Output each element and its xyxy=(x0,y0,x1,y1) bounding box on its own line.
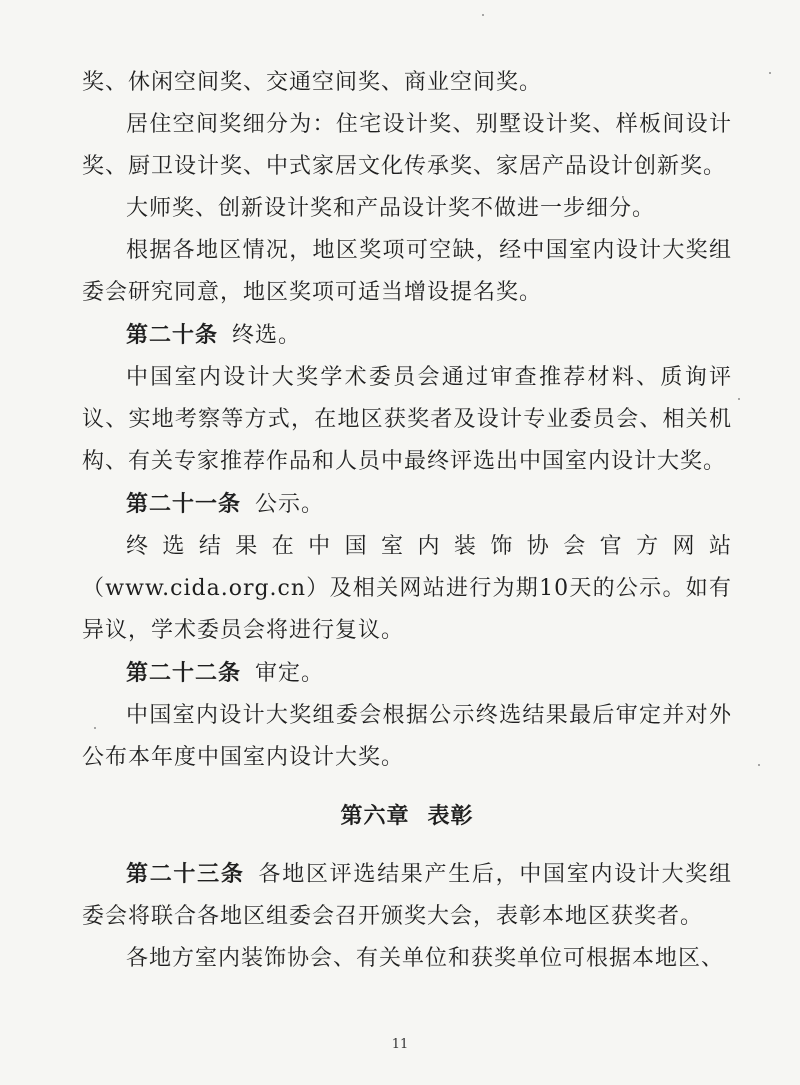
article-22-label: 第二十二条 xyxy=(126,660,242,686)
article-21-heading xyxy=(82,483,732,526)
paragraph-local-associations: 各地方室内装饰协会、有关单位和获奖单位可根据本地区、 xyxy=(126,946,725,971)
article-20-heading xyxy=(82,314,732,357)
article-23-paragraph xyxy=(82,853,732,938)
article-20-label: 第二十条 xyxy=(126,322,219,348)
chapter-6-title: 表彰 xyxy=(427,803,474,829)
chapter-6-label: 第六章 xyxy=(340,803,410,829)
article-21-title: 公示。 xyxy=(255,492,325,517)
page-number: 11 xyxy=(391,1037,409,1052)
scan-speck xyxy=(94,727,96,729)
article-21-label: 第二十一条 xyxy=(126,491,242,517)
paragraph-residential-awards: 居住空间奖细分为：住宅设计奖、别墅设计奖、样板间设计奖、厨卫设计奖、中式家居文化传承奖、家居产品设计创新奖。 xyxy=(82,112,732,179)
article-23-text: 各地区评选结果产生后，中国室内设计大奖组委会将联合各地区组委会召开颁奖大会，表彰本地区获奖者。 xyxy=(82,862,732,929)
paragraph-continuation: 奖、休闲空间奖、交通空间奖、商业空间奖。 xyxy=(82,70,543,95)
article-23-label: 第二十三条 xyxy=(126,861,245,887)
paragraph-regional-awards: 根据各地区情况，地区奖项可空缺，经中国室内设计大奖组委会研究同意，地区奖项可适当增设提名奖。 xyxy=(82,238,732,305)
paragraph-no-subdivision: 大师奖、创新设计奖和产品设计奖不做进一步细分。 xyxy=(126,196,656,221)
paragraph-approval: 中国室内设计大奖组委会根据公示终选结果最后审定并对外公布本年度中国室内设计大奖。 xyxy=(82,703,732,770)
scan-speck xyxy=(482,14,484,16)
scan-speck xyxy=(769,72,771,74)
scan-speck xyxy=(738,398,740,400)
chapter-6-heading xyxy=(82,795,732,837)
scan-speck xyxy=(758,764,760,766)
article-22-title: 审定。 xyxy=(255,661,325,686)
document-body xyxy=(82,62,732,980)
paragraph-public-notice: 终选结果在中国室内装饰协会官方网站（www.cida.org.cn）及相关网站进行为期10天的公示。如有异议，学术委员会将进行复议。 xyxy=(82,534,732,643)
article-22-heading xyxy=(82,652,732,695)
article-20-title: 终选。 xyxy=(232,323,302,348)
paragraph-final-selection: 中国室内设计大奖学术委员会通过审查推荐材料、质询评议、实地考察等方式，在地区获奖者及设计专业委员会、相关机构、有关专家推荐作品和人员中最终评选出中国室内设计大奖。 xyxy=(82,365,732,474)
